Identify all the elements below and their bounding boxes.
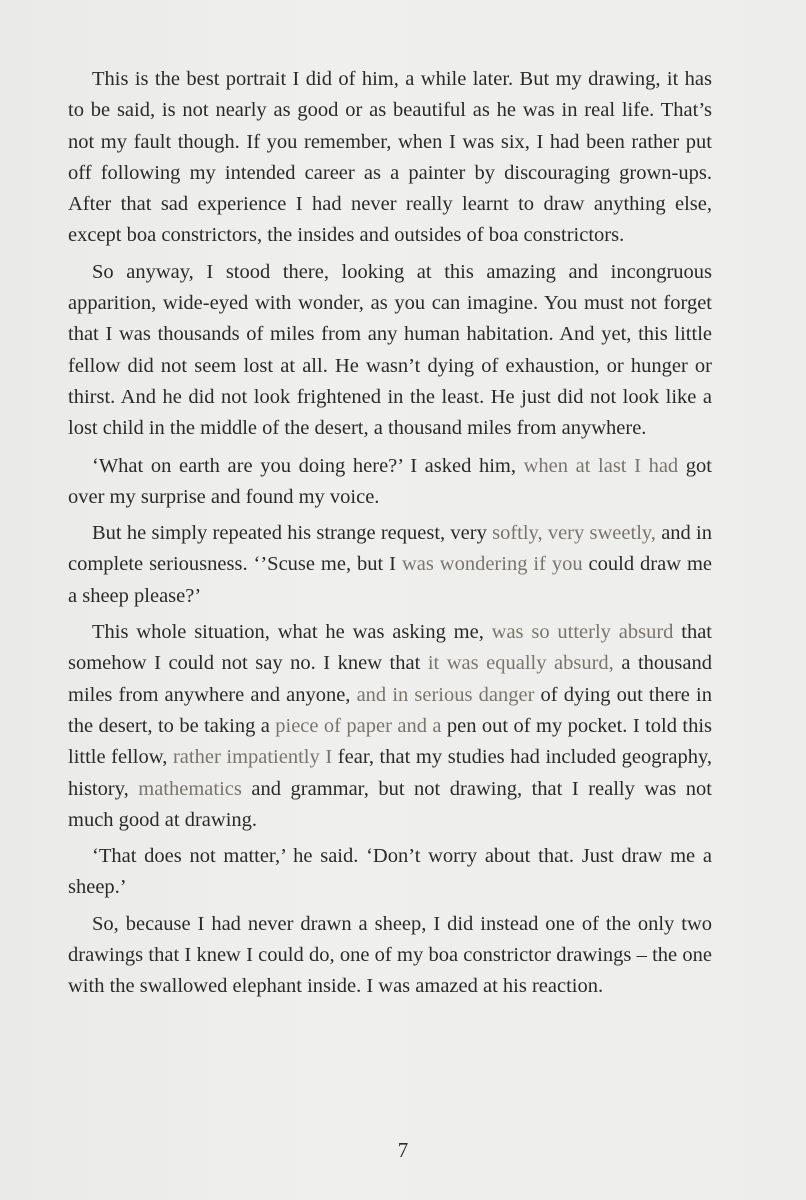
text-segment: a thousand miles from anywhere and anyone, bbox=[68, 652, 712, 706]
text-segment: got over my surprise and found my voice. bbox=[68, 454, 713, 508]
faded-text-segment: piece of paper and a bbox=[275, 714, 442, 737]
faded-text-segment: softly, very sweetly, bbox=[492, 522, 656, 545]
text-segment: ‘That does not matter,’ he said. ‘Don’t worry about that. Just draw me a sheep.’ bbox=[68, 845, 712, 899]
faded-text-segment: and in serious danger bbox=[356, 683, 535, 706]
faded-text-segment: mathematics bbox=[138, 777, 242, 800]
faded-text-segment: rather impatiently I bbox=[172, 746, 333, 769]
faded-text-segment: was wondering if you bbox=[401, 553, 583, 576]
text-segment: and in complete seriousness. ‘’Scuse me, but I bbox=[68, 522, 712, 576]
paragraph bbox=[68, 841, 712, 904]
text-segment: So, because I had never drawn a sheep, I did instead one of the only two drawings that I knew I could do, one of my boa constrictor drawings – the one with the swallowed elephant inside. I was amazed at his reaction. bbox=[68, 912, 712, 998]
text-segment: So anyway, I stood there, looking at this amazing and incongruous apparition, wide-eyed with wonder, as you can imagine. You must not forget that I was thousands of miles from any human habitation. And yet, this little fellow did not seem lost at all. He wasn’t dying of exhaustion, or hunger or thirst. And he did not look frightened in the least. He just did not look like a lost child in the middle of the desert, a thousand miles from anywhere. bbox=[68, 260, 712, 440]
paragraph bbox=[68, 909, 712, 1003]
text-segment: ‘What on earth are you doing here?’ I asked him, bbox=[92, 454, 524, 477]
paragraph bbox=[68, 451, 712, 514]
text-segment: that somehow I could not say no. I knew that bbox=[68, 621, 712, 675]
text-segment: of dying out there in the desert, to be taking a bbox=[68, 683, 712, 737]
faded-text-segment: when at last I had bbox=[523, 454, 679, 477]
paragraph bbox=[68, 518, 712, 612]
faded-text-segment: it was equally absurd, bbox=[427, 652, 614, 675]
page-number: 7 bbox=[397, 1138, 409, 1162]
faded-text-segment: was so utterly absurd bbox=[491, 621, 674, 644]
paragraph bbox=[68, 257, 712, 445]
text-segment: fear, that my studies had included geography, history, bbox=[68, 746, 712, 800]
paragraph bbox=[68, 617, 712, 836]
text-segment: This is the best portrait I did of him, a while later. But my drawing, it has to be said, is not nearly as good or as beautiful as he was in real life. That’s not my fault though. If you remember, when I was six, I had been rather put off following my intended career as a painter by discouraging grown-ups. After that sad experience I had never really learnt to draw anything else, except boa constrictors, the insides and outsides of boa constrictors. bbox=[68, 68, 712, 247]
body-text bbox=[68, 64, 712, 1009]
text-segment: But he simply repeated his strange request, very bbox=[92, 522, 493, 545]
paragraph bbox=[68, 64, 712, 252]
text-segment: pen out of my pocket. I told this little fellow, bbox=[68, 714, 712, 769]
text-segment: and grammar, but not drawing, that I really was not much good at drawing. bbox=[68, 777, 712, 831]
text-segment: could draw me a sheep please?’ bbox=[68, 553, 712, 607]
text-segment: This whole situation, what he was asking me, bbox=[92, 621, 492, 644]
